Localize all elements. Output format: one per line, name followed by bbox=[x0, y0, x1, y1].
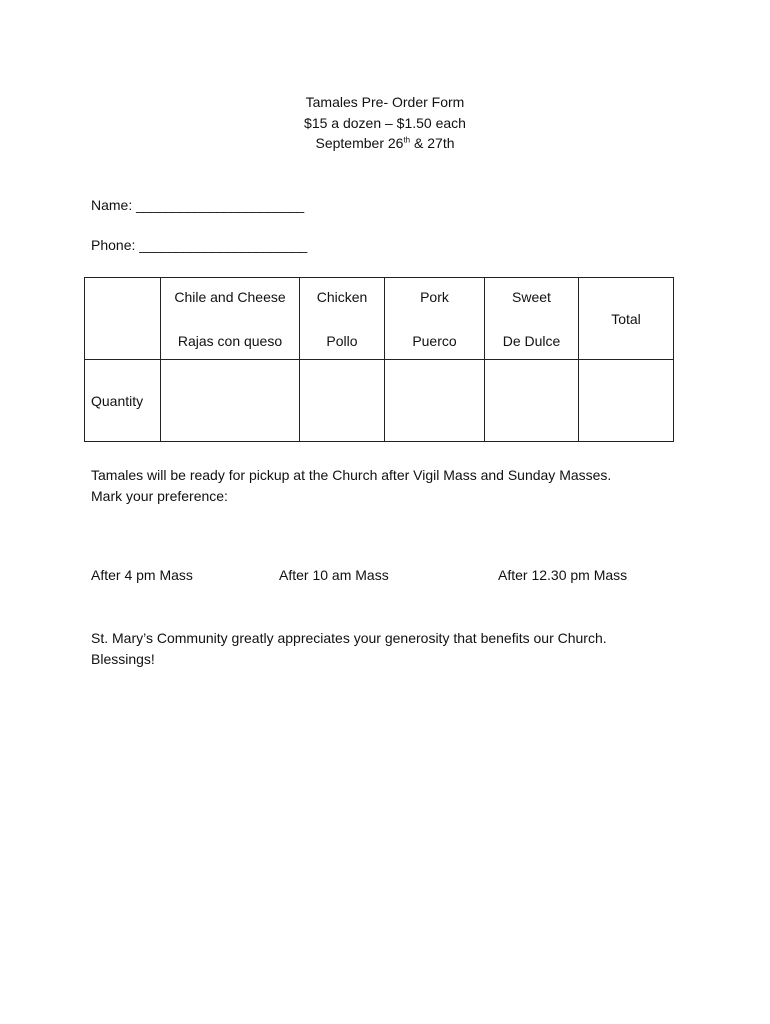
column-label-es: De Dulce bbox=[502, 332, 561, 349]
date-suffix: & 27th bbox=[410, 135, 455, 151]
option-10am-mass[interactable]: After 10 am Mass bbox=[279, 567, 389, 583]
column-label-en: Sweet bbox=[512, 288, 551, 305]
column-header-pork bbox=[385, 278, 485, 360]
order-table bbox=[84, 277, 674, 442]
quantity-row bbox=[85, 360, 674, 442]
option-1230pm-mass[interactable]: After 12.30 pm Mass bbox=[498, 567, 628, 583]
name-label: Name: bbox=[91, 197, 133, 213]
phone-blank-line[interactable]: _______________________ bbox=[139, 237, 307, 253]
column-label-en: Chile and Cheese bbox=[174, 288, 286, 305]
pickup-paragraph bbox=[91, 465, 691, 506]
price-line: $15 a dozen – $1.50 each bbox=[304, 114, 466, 131]
appreciation-line: St. Mary’s Community greatly appreciates your generosity that benefits our Church. bbox=[91, 630, 607, 646]
column-label-es: Rajas con queso bbox=[177, 332, 283, 349]
option-4pm-mass[interactable]: After 4 pm Mass bbox=[91, 567, 193, 583]
quantity-row-label: Quantity bbox=[85, 360, 161, 442]
table-header-row bbox=[85, 278, 674, 360]
column-header-sweet bbox=[485, 278, 579, 360]
column-label-es: Puerco bbox=[412, 332, 457, 349]
column-header-chile-cheese bbox=[161, 278, 300, 360]
blessings-line: Blessings! bbox=[91, 650, 155, 667]
date-line bbox=[0, 133, 770, 154]
column-label-en: Chicken bbox=[316, 288, 368, 305]
phone-field[interactable] bbox=[91, 237, 307, 253]
quantity-cell-chile-cheese[interactable] bbox=[161, 360, 300, 442]
table-corner-cell bbox=[85, 278, 161, 360]
form-header bbox=[0, 92, 770, 154]
quantity-cell-chicken[interactable] bbox=[300, 360, 385, 442]
column-header-chicken bbox=[300, 278, 385, 360]
pickup-line: Tamales will be ready for pickup at the Church after Vigil Mass and Sunday Masses. bbox=[91, 467, 612, 483]
date-superscript: th bbox=[403, 135, 411, 145]
closing-paragraph bbox=[91, 628, 691, 669]
quantity-cell-total[interactable] bbox=[579, 360, 674, 442]
phone-label: Phone: bbox=[91, 237, 136, 253]
name-field[interactable] bbox=[91, 197, 304, 213]
date-prefix: September 26 bbox=[315, 135, 404, 151]
column-header-total: Total bbox=[579, 278, 674, 360]
quantity-cell-pork[interactable] bbox=[385, 360, 485, 442]
quantity-cell-sweet[interactable] bbox=[485, 360, 579, 442]
form-title: Tamales Pre- Order Form bbox=[305, 94, 465, 110]
preference-prompt: Mark your preference: bbox=[91, 487, 228, 504]
column-label-es: Pollo bbox=[326, 332, 358, 349]
column-label-en: Pork bbox=[420, 288, 449, 305]
name-blank-line[interactable]: _______________________ bbox=[136, 197, 304, 213]
